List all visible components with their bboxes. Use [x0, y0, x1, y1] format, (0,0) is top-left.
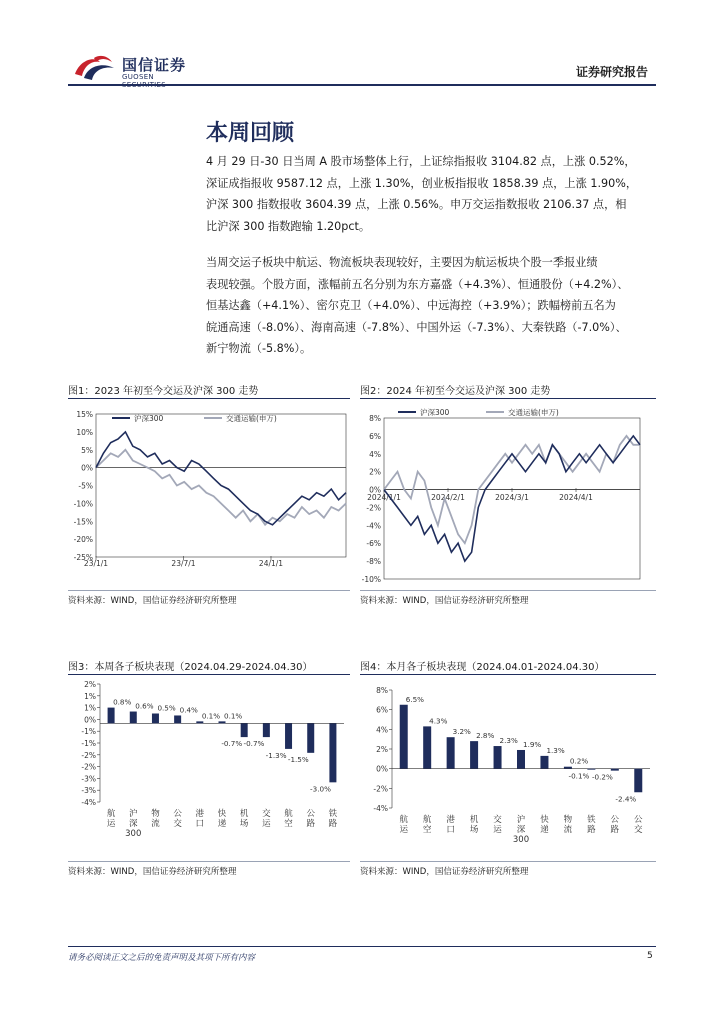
company-logo — [70, 52, 200, 82]
series-line-1 — [96, 450, 346, 525]
category-label: 机 — [469, 815, 479, 825]
category-label: 流 — [563, 825, 573, 835]
y-tick-label: 0% — [369, 485, 381, 495]
figure-1-source: 资料来源：WIND，国信证券经济研究所整理 — [68, 596, 237, 606]
logo-text-en: GUOSEN — [122, 73, 154, 81]
y-tick-label: 0% — [376, 764, 388, 774]
y-tick-label: 8% — [376, 686, 388, 695]
category-label: 航 — [284, 809, 293, 819]
bar — [494, 746, 502, 769]
y-tick-label: 5% — [81, 445, 93, 455]
figure-2-title-rule — [360, 398, 656, 399]
bar — [587, 769, 595, 770]
text-line: 恒基达鑫（+4.1%）、密尔克卫（+4.0%）、中远海控（+3.9%）；跌幅榜前五名为 — [206, 299, 616, 312]
y-tick-label: -4% — [81, 798, 96, 807]
y-tick-label: -20% — [73, 535, 93, 545]
category-label: 递 — [217, 819, 227, 829]
header-rule — [68, 84, 656, 86]
figure-1-line-chart — [68, 404, 350, 572]
category-label: 物 — [151, 809, 160, 819]
x-tick-label: 24/1/1 — [258, 559, 284, 568]
bar — [263, 723, 270, 737]
data-label: 3.2% — [452, 727, 471, 737]
category-label: 航 — [399, 815, 408, 825]
x-tick-label: 2024/4/1 — [559, 493, 593, 502]
category-label: 快 — [217, 809, 227, 819]
y-tick-label: 0% — [84, 715, 96, 725]
category-label: 运 — [106, 819, 116, 829]
y-tick-label: 2% — [84, 680, 96, 689]
x-tick-label: 2024/2/1 — [431, 493, 465, 502]
category-label: 铁 — [328, 809, 338, 819]
text-line: 深证成指报收 9587.12 点，上涨 1.30%，创业板指报收 1858.39 点，上涨 1.90%， — [206, 176, 638, 190]
category-label: 深 — [129, 819, 138, 829]
bar — [423, 726, 431, 768]
text-line: 新宁物流（-5.8%）。 — [206, 342, 312, 355]
y-tick-label: -6% — [366, 539, 381, 549]
category-label: 场 — [239, 819, 249, 829]
category-label: 场 — [469, 825, 479, 835]
text-line: 当周交运子板块中航运、物流板块表现较好，主要因为航运板块个股一季报业绩 — [206, 256, 598, 269]
category-label: 公 — [634, 815, 643, 825]
category-label: 300 — [512, 835, 530, 845]
category-label: 路 — [306, 819, 315, 829]
figure-4-title-rule — [360, 674, 656, 675]
bar — [196, 721, 203, 723]
bar — [285, 723, 292, 749]
figure-1-title-rule — [68, 398, 350, 399]
y-tick-label: -2% — [373, 784, 388, 794]
x-tick-label: 23/1/1 — [83, 559, 109, 568]
category-label: 公 — [306, 809, 315, 819]
y-tick-label: 2% — [376, 745, 388, 754]
y-tick-label: -1% — [81, 739, 96, 748]
category-label: 流 — [151, 819, 160, 829]
data-label: 0.5% — [157, 703, 176, 713]
y-tick-label: 0% — [81, 463, 93, 473]
y-tick-label: -1% — [81, 727, 96, 737]
data-label: 0.4% — [179, 705, 198, 715]
figure-3-bottom-rule — [68, 861, 350, 862]
bar — [108, 708, 115, 724]
legend-label: 沪深300 — [420, 408, 450, 417]
y-tick-label: 1% — [84, 691, 96, 701]
data-label: 0.2% — [569, 756, 589, 766]
y-tick-label: -10% — [361, 575, 381, 584]
text-line: 皖通高速（-8.0%）、海南高速（-7.8%）、中国外运（-7.3%）、大秦铁路（-7.0%）、 — [206, 320, 627, 334]
category-label: 港 — [195, 809, 205, 819]
figure-3-title: 图3：本周各子板块表现（2024.04.29-2024.04.30） — [68, 662, 313, 673]
text-line: 比沪深 300 指数跑输 1.20pct。 — [206, 219, 371, 233]
figure-1-bottom-rule — [68, 590, 350, 591]
figure-4-title: 图4：本月各子板块表现（2024.04.01-2024.04.30） — [360, 662, 605, 673]
bar — [174, 715, 181, 723]
y-tick-label: -3% — [81, 786, 96, 796]
bar — [329, 723, 336, 782]
y-tick-label: 8% — [369, 414, 381, 423]
y-tick-label: -15% — [73, 517, 93, 527]
bar — [564, 767, 572, 769]
data-label: 1.9% — [523, 739, 542, 749]
figure-2-line-chart — [360, 404, 656, 584]
category-label: 路 — [587, 825, 596, 835]
category-label: 口 — [195, 819, 205, 829]
data-label: -3.0% — [310, 784, 331, 794]
bar — [241, 723, 248, 737]
figure-3-bar-chart — [68, 678, 350, 850]
data-label: 1.3% — [546, 745, 565, 755]
data-label: 0.6% — [135, 701, 154, 711]
y-tick-label: 15% — [76, 410, 93, 419]
footer-rule — [68, 946, 656, 947]
data-label: -2.4% — [615, 794, 637, 804]
data-label: -1.3% — [265, 750, 287, 760]
category-label: 交 — [262, 809, 271, 819]
bar — [611, 769, 619, 771]
y-tick-label: 6% — [369, 431, 381, 441]
section-title: 本周回顾 — [206, 121, 295, 146]
y-tick-label: -2% — [366, 503, 381, 513]
y-tick-label: 4% — [376, 725, 388, 735]
figure-1-title: 图1：2023 年初至今交运及沪深 300 走势 — [68, 386, 259, 397]
category-label: 航 — [106, 809, 116, 819]
figure-3-title-rule — [68, 674, 350, 675]
paragraph-market-review — [206, 151, 658, 237]
y-tick-label: 4% — [369, 449, 381, 459]
bar — [219, 721, 226, 723]
figure-3-source: 资料来源：WIND，国信证券经济研究所整理 — [68, 867, 237, 877]
y-tick-label: 10% — [76, 427, 93, 437]
legend-label: 交通运输(申万) — [508, 408, 559, 417]
category-label: 铁 — [587, 815, 596, 825]
bar — [307, 723, 314, 753]
category-label: 路 — [610, 825, 620, 835]
y-tick-label: -2% — [81, 762, 96, 772]
text-line: 4 月 29 日-30 日当周 A 股市场整体上行，上证综指报收 3104.82 点，上涨 0.52%， — [206, 155, 636, 168]
data-label: -0.7% — [221, 739, 243, 749]
category-label: 深 — [516, 825, 526, 835]
category-label: 交 — [493, 815, 502, 825]
data-label: 0.1% — [201, 711, 221, 721]
figure-2-bottom-rule — [360, 590, 656, 591]
y-tick-label: -2% — [81, 750, 96, 760]
bar — [130, 712, 137, 724]
text-line: 沪深 300 指数报收 3604.39 点，上涨 0.56%。申万交运指数报收 2106.37 点，相 — [206, 198, 627, 211]
bar — [152, 714, 159, 724]
data-label: 2.3% — [499, 736, 518, 746]
category-label: 300 — [125, 829, 142, 839]
category-label: 口 — [446, 825, 455, 835]
category-label: 运 — [262, 819, 271, 829]
data-label: 0.8% — [113, 697, 132, 707]
bar — [470, 741, 478, 769]
y-tick-label: -5% — [78, 481, 93, 491]
category-label: 交 — [634, 825, 643, 835]
category-label: 递 — [540, 825, 549, 835]
category-label: 运 — [399, 825, 408, 835]
bar — [447, 737, 455, 768]
y-tick-label: 1% — [84, 703, 96, 713]
footer-disclaimer: 请务必阅读正文之后的免责声明及其项下所有内容 — [68, 953, 256, 963]
data-label: -0.1% — [568, 771, 590, 781]
x-tick-label: 23/7/1 — [171, 559, 196, 568]
category-label: 运 — [493, 825, 502, 835]
data-label: -0.7% — [243, 739, 265, 749]
series-line-0 — [96, 432, 346, 525]
data-label: 2.8% — [476, 731, 495, 741]
figure-2-title: 图2：2024 年初至今交运及沪深 300 走势 — [360, 386, 551, 397]
y-tick-label: -25% — [73, 553, 93, 562]
category-label: 沪 — [129, 809, 138, 819]
bar — [517, 750, 525, 769]
data-label: -0.2% — [591, 772, 613, 782]
category-label: 港 — [446, 815, 455, 825]
y-tick-label: -8% — [366, 557, 381, 567]
data-label: -1.5% — [287, 754, 309, 764]
category-label: 快 — [540, 815, 549, 825]
text-line: 表现较强。个股方面，涨幅前五名分别为东方嘉盛（+4.3%）、恒通股份（+4.2%）、 — [206, 277, 629, 291]
y-tick-label: 2% — [369, 467, 381, 477]
paragraph-sector-review — [206, 252, 658, 360]
y-tick-label: -4% — [366, 521, 381, 531]
legend-label: 沪深300 — [134, 414, 164, 423]
figure-2-source: 资料来源：WIND，国信证券经济研究所整理 — [360, 596, 529, 606]
logo-text-cn: 国信证券 — [122, 56, 187, 74]
figure-4-bottom-rule — [360, 861, 656, 862]
category-label: 公 — [173, 809, 182, 819]
y-tick-label: -10% — [73, 499, 93, 509]
category-label: 交 — [173, 819, 182, 829]
data-label: 4.3% — [429, 716, 448, 726]
figure-4-source: 资料来源：WIND，国信证券经济研究所整理 — [360, 867, 529, 877]
category-label: 机 — [239, 809, 249, 819]
y-tick-label: -3% — [81, 774, 96, 784]
category-label: 公 — [610, 815, 620, 825]
report-type: 证券研究报告 — [576, 65, 649, 79]
page-number: 5 — [647, 951, 653, 961]
category-label: 路 — [328, 819, 338, 829]
bar — [540, 756, 548, 769]
category-label: 空 — [284, 819, 293, 829]
x-tick-label: 2024/1/1 — [367, 493, 401, 502]
bar — [634, 769, 642, 793]
category-label: 航 — [422, 815, 432, 825]
category-label: 沪 — [516, 815, 526, 825]
data-label: 0.1% — [224, 711, 243, 721]
figure-4-bar-chart — [360, 678, 656, 850]
bar — [400, 705, 408, 769]
data-label: 6.5% — [405, 694, 424, 704]
x-tick-label: 2024/3/1 — [495, 493, 529, 502]
category-label: 物 — [563, 815, 573, 825]
category-label: 空 — [422, 825, 432, 835]
y-tick-label: 6% — [376, 705, 388, 715]
y-tick-label: -4% — [373, 804, 388, 813]
logo-mark-icon — [70, 52, 120, 82]
legend-label: 交通运输(申万) — [226, 414, 277, 423]
